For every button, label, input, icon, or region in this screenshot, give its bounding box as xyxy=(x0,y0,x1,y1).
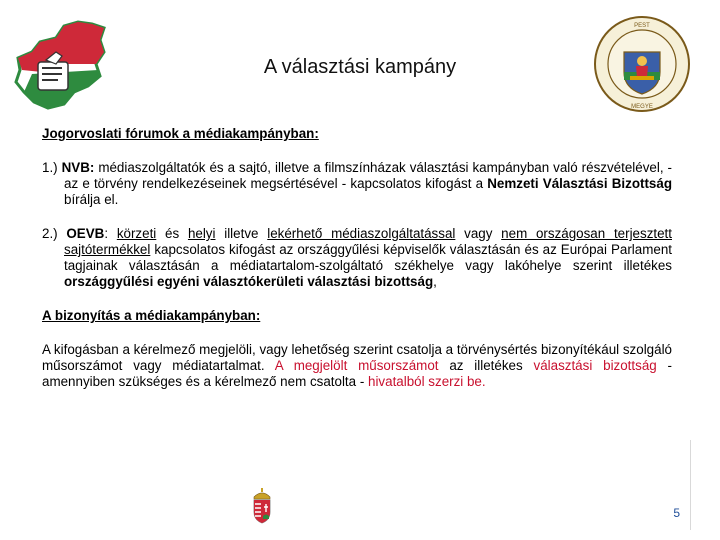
item-bold-text: Nemzeti Választási Bizottság xyxy=(487,176,673,191)
list-item-oevb xyxy=(42,226,672,290)
item-bold-text: országgyűlési egyéni választókerületi választási bizottság xyxy=(64,274,434,289)
para-text: az illetékes xyxy=(438,358,534,373)
para-text: A kifogásban a kérelmező megjelöli, vagy lehetőség szerint csatolja a törvénysértés bizonyítékául szolgáló műsorszámot vagy médiatartalmat. xyxy=(42,342,672,373)
svg-text:MEGYE: MEGYE xyxy=(631,104,653,110)
highlighted-text: A megjelölt műsorszámot xyxy=(274,358,439,373)
hungarian-coat-of-arms-icon xyxy=(251,488,273,524)
highlighted-text: választási bizottság xyxy=(533,358,657,373)
page-number: 5 xyxy=(673,506,680,520)
county-seal-icon xyxy=(592,14,692,114)
item-separator: : xyxy=(104,226,117,241)
para-text: - amennyiben szükséges és a kérelmező nem csatolta - xyxy=(42,358,673,389)
underlined-text: körzeti xyxy=(116,226,157,241)
item-number: 1.) xyxy=(42,160,62,175)
section-heading-evidence: A bizonyítás a médiakampányban: xyxy=(42,308,261,323)
seal-lettering: PEST xyxy=(634,23,650,29)
item-text: és xyxy=(156,226,188,241)
evidence-paragraph xyxy=(42,342,672,390)
item-text: vagy xyxy=(455,226,502,241)
underlined-text: helyi xyxy=(187,226,216,241)
item-text: kapcsolatos kifogást az országgyűlési képviselők választásán és az Európai Parlament tagjainak választásán a médiatartalom-szolgáltató székhelye vagy lakóhelye szerint illetékes xyxy=(64,242,672,273)
section-heading-remedies: Jogorvoslati fórumok a médiakampányban: xyxy=(42,126,319,141)
item-text: médiaszolgáltatók és a sajtó, illetve a filmszínházak választási kampányban való részvételével, - az e törvény rendelkezéseinek megsértésével - kapcsolatos kifogást a xyxy=(64,160,672,191)
highlighted-text: hivatalból szerzi be. xyxy=(368,374,486,389)
item-text: , xyxy=(433,274,437,289)
underlined-text: lekérhető médiaszolgáltatással xyxy=(267,226,456,241)
item-term: NVB: xyxy=(61,160,95,175)
corner-divider xyxy=(690,440,691,530)
item-number: 2.) xyxy=(42,226,67,241)
item-text: bírálja el. xyxy=(64,192,119,207)
slide-body xyxy=(42,126,672,408)
item-term: OEVB xyxy=(66,226,105,241)
hungary-map-ballot-logo-icon xyxy=(12,12,108,116)
item-text: illetve xyxy=(215,226,268,241)
slide-title: A választási kampány xyxy=(263,56,457,78)
list-item-nvb xyxy=(42,160,672,208)
underlined-text: nem országosan terjesztett sajtótermékkel xyxy=(64,226,672,257)
